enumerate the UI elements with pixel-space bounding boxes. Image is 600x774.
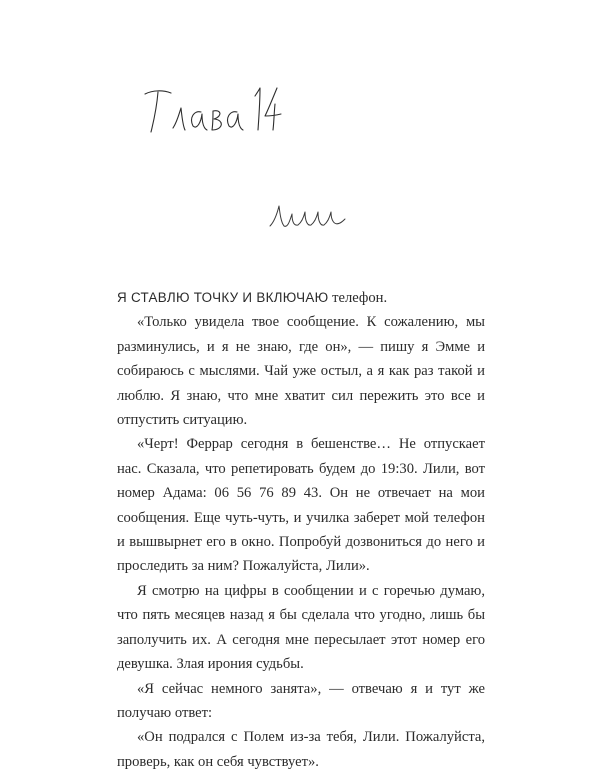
pov-heading: [268, 192, 346, 232]
paragraph: Я смотрю на цифры в сообщении и с горечью думаю, что пять месяцев назад я бы сделала что угодно, лишь бы заполучить их. А сегодня мне пересылает этот номер его девушка. Злая ирония судьбы.: [117, 582, 485, 673]
chapter-body: [117, 286, 485, 774]
paragraph: «Черт! Феррар сегодня в бешенстве… Не отпускает нас. Сказала, что репетировать будем до 19:30. Лили, вот номер Адама: 06 56 76 89 43. Он не отвечает на мои сообщения. Еще чуть-чуть, и училка заберет мой телефон и вышвырнет его в окно. Попробуй дозвониться до него и проследить за ним? Пожалуйста, Лили».: [117, 436, 485, 575]
opening-paragraph: [117, 286, 485, 310]
paragraph: «Только увидела твое сообщение. К сожалению, мы разминулись, и я не знаю, где он», — пишу я Эмме и собираюсь с мыслями. Чай уже остыл, а я как раз такой и люблю. Я знаю, что мне хватит сил пережить это все и отпустить ситуацию.: [117, 314, 485, 429]
lead-in-small-caps: Я СТАВЛЮ ТОЧКУ И ВКЛЮЧАЮ: [117, 290, 329, 305]
opening-rest: телефон.: [328, 290, 388, 306]
paragraph: «Он подрался с Полем из-за тебя, Лили. Пожалуйста, проверь, как он себя чувствует».: [117, 729, 485, 770]
chapter-title-script: [141, 84, 281, 138]
pov-name-script: [268, 192, 346, 232]
chapter-title: [141, 84, 281, 138]
paragraph: «Я сейчас немного занята», — отвечаю я и тут же получаю ответ:: [117, 680, 485, 721]
